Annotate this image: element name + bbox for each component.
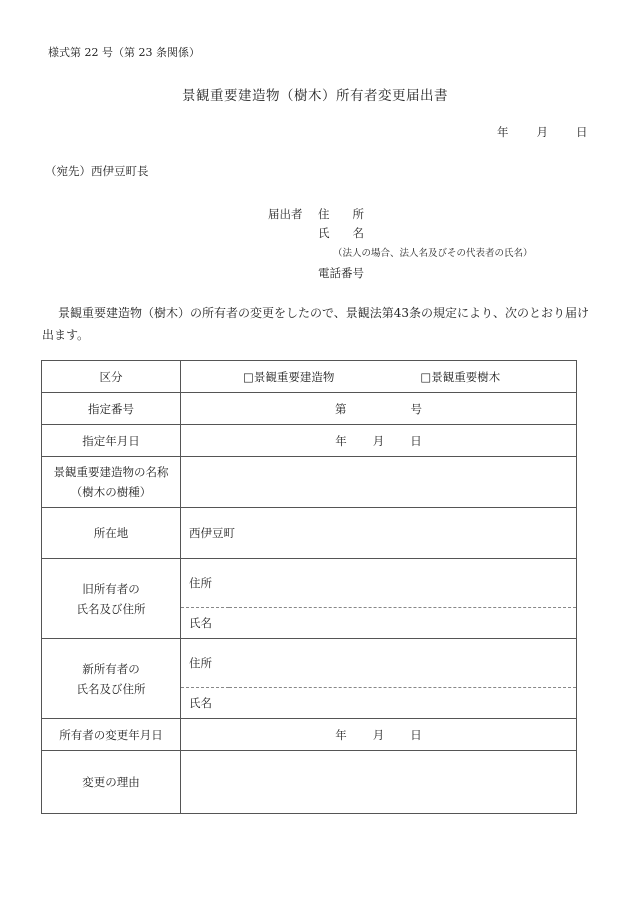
old-owner-name-label: 氏名 (189, 615, 212, 630)
location-value: 西伊豆町 (189, 526, 235, 540)
building-name-label-line1: 景観重要建造物の名称 (53, 465, 169, 479)
change-date-month: 月 (372, 727, 385, 742)
new-owner-address-label: 住所 (181, 639, 229, 687)
designation-date-year: 年 (335, 433, 347, 448)
designation-number-suffix: 号 (410, 401, 422, 416)
applicant-corporate-note: （法人の場合、法人名及びその代表者の氏名） (333, 248, 533, 259)
building-name-label-line2: （樹木の樹種） (70, 485, 152, 499)
submission-date (497, 124, 588, 140)
row-designation-date (42, 425, 577, 457)
row-building-name (42, 457, 577, 508)
designation-number-label: 指定番号 (42, 393, 181, 425)
category-options (181, 361, 577, 393)
checkbox-landscape-building[interactable]: □景観重要建造物 (243, 369, 335, 384)
notification-form-table (41, 360, 577, 814)
applicant-address-label: 住 所 (318, 207, 364, 221)
row-change-date (42, 719, 577, 751)
checkbox-landscape-tree[interactable]: □景観重要樹木 (420, 369, 501, 384)
new-owner-label-line2: 氏名及び住所 (76, 681, 146, 696)
applicant-name-label: 氏 名 (318, 226, 364, 240)
location-field[interactable] (181, 508, 577, 559)
row-reason (42, 751, 577, 814)
change-date-field[interactable] (181, 719, 577, 751)
change-date-label: 所有者の変更年月日 (42, 719, 181, 751)
date-month-label: 月 (536, 125, 548, 139)
date-day-label: 日 (576, 125, 588, 139)
date-year-label: 年 (497, 125, 509, 139)
old-owner-address-label: 住所 (181, 559, 229, 607)
old-owner-subtable (181, 559, 576, 638)
designation-number-field[interactable] (181, 393, 577, 425)
change-date-year: 年 (335, 727, 347, 742)
form-number: 様式第 22 号（第 23 条関係） (48, 46, 200, 59)
category-label: 区分 (42, 361, 181, 393)
old-owner-address-field[interactable] (229, 559, 576, 607)
reason-label: 変更の理由 (42, 751, 181, 814)
row-old-owner (42, 559, 577, 639)
new-owner-label-line1: 新所有者の (82, 661, 140, 676)
new-owner-label (42, 639, 181, 719)
new-owner-name-field[interactable] (229, 687, 576, 718)
designation-number-prefix: 第 (335, 401, 347, 416)
old-owner-label (42, 559, 181, 639)
row-designation-number (42, 393, 577, 425)
applicant-phone-label: 電話番号 (318, 266, 364, 280)
row-category (42, 361, 577, 393)
new-owner-address-field[interactable] (229, 639, 576, 687)
row-location (42, 508, 577, 559)
designation-date-day: 日 (410, 433, 422, 448)
new-owner-subtable (181, 639, 576, 718)
building-name-label (42, 457, 181, 508)
old-owner-label-line2: 氏名及び住所 (76, 601, 146, 616)
building-name-field[interactable] (181, 457, 577, 508)
designation-date-field[interactable] (181, 425, 577, 457)
change-date-day: 日 (410, 727, 422, 742)
row-new-owner (42, 639, 577, 719)
old-owner-label-line1: 旧所有者の (82, 581, 140, 596)
document-title: 景観重要建造物（樹木）所有者変更届出書 (182, 88, 448, 104)
applicant-heading: 届出者 (268, 207, 303, 221)
location-label: 所在地 (42, 508, 181, 559)
designation-date-label: 指定年月日 (42, 425, 181, 457)
old-owner-name-field[interactable] (229, 607, 576, 638)
addressee: （宛先）西伊豆町長 (45, 164, 149, 178)
designation-date-month: 月 (372, 433, 385, 448)
reason-field[interactable] (181, 751, 577, 814)
declaration-text: 景観重要建造物（樹木）の所有者の変更をしたので、景観法第43条の規定により、次のとおり届け出ます。 (42, 306, 590, 342)
new-owner-name-label: 氏名 (189, 695, 212, 710)
